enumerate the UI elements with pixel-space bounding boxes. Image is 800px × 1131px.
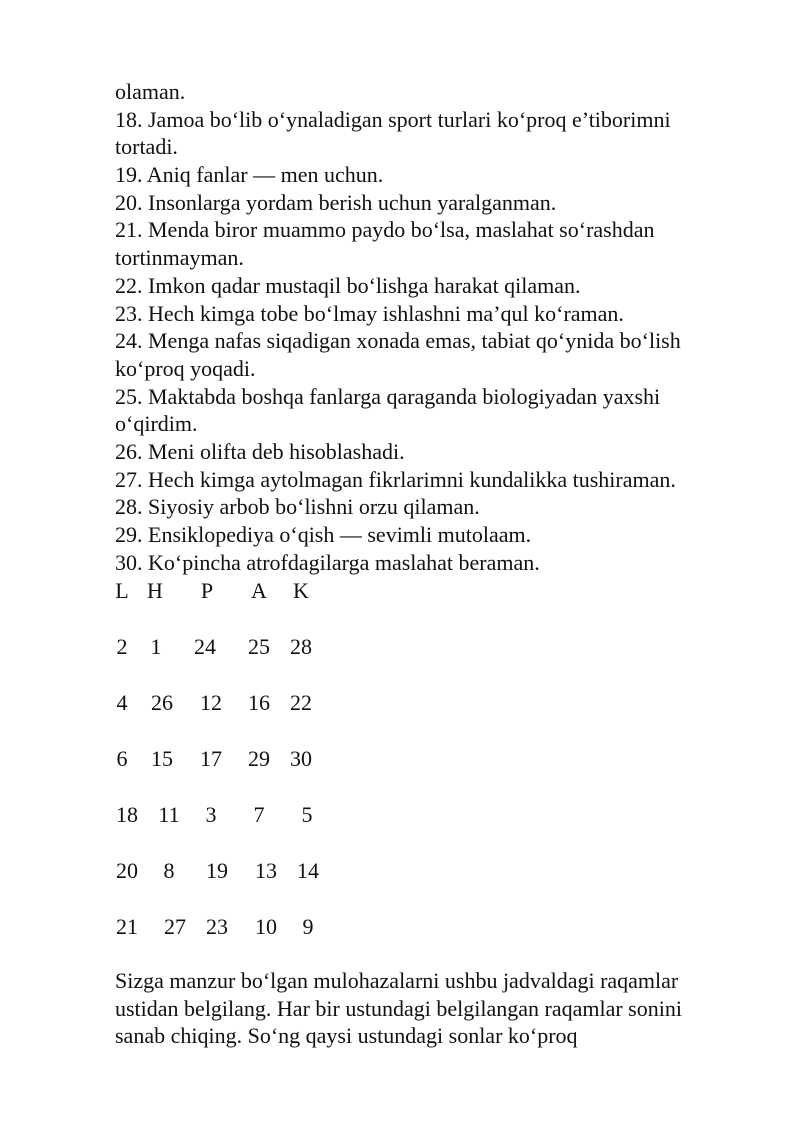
table-cell: 9 — [302, 914, 314, 939]
table-cell: 3 — [205, 802, 217, 827]
table-cell: 7 — [253, 802, 265, 827]
column-header: L — [115, 578, 129, 603]
text-line: Sizga manzur bo‘lgan mulohazalarni ushbu jadvaldagi raqamlar — [115, 968, 679, 993]
text-line: ko‘proq yoqadi. — [115, 355, 256, 381]
text-line: 30. Ko‘pincha atrofdagilarga maslahat beraman. — [115, 549, 540, 575]
text-line: 24. Menga nafas siqadigan xonada emas, tabiat qo‘ynida bo‘lish — [115, 328, 681, 354]
text-line: 20. Insonlarga yordam berish uchun yaralganman. — [115, 189, 557, 215]
text-line: tortadi. — [115, 134, 178, 160]
text-line: sanab chiqing. So‘ng qaysi ustundagi sonlar ko‘proq — [115, 1023, 578, 1048]
table-cell: 14 — [297, 858, 319, 883]
instructions-paragraph — [115, 967, 755, 1050]
text-line: 21. Menda biror muammo paydo bo‘lsa, maslahat so‘rashdan — [115, 217, 655, 243]
table-row — [115, 913, 375, 941]
text-line: 28. Siyosiy arbob bo‘lishni orzu qilaman. — [115, 494, 480, 520]
table-cell: 8 — [163, 858, 175, 883]
table-cell: 27 — [164, 914, 186, 939]
table-cell: 21 — [116, 914, 138, 939]
text-line: 19. Aniq fanlar — men uchun. — [115, 162, 384, 188]
text-line: olaman. — [115, 79, 186, 104]
column-header: A — [251, 578, 267, 603]
column-header: K — [293, 578, 309, 603]
table-row — [115, 633, 375, 661]
table-row — [115, 689, 375, 717]
text-line: 27. Hech kimga aytolmagan fikrlarimni kundalikka tushiraman. — [115, 466, 676, 492]
text-line: 29. Ensiklopediya o‘qish — sevimli mutolaam. — [115, 522, 532, 547]
text-line: tortinmayman. — [115, 245, 244, 271]
text-line: o‘qirdim. — [115, 411, 198, 437]
table-cell: 6 — [116, 746, 128, 771]
column-header: P — [200, 578, 214, 603]
text-line: ustidan belgilang. Har bir ustundagi belgilangan raqamlar sonini — [115, 995, 682, 1021]
table-cell: 20 — [116, 858, 138, 883]
document-body — [115, 78, 755, 576]
text-line: 26. Meni olifta deb hisoblashadi. — [115, 438, 405, 464]
table-cell: 12 — [200, 690, 222, 715]
table-cell: 25 — [248, 634, 270, 659]
table-cell: 19 — [206, 858, 228, 883]
table-cell: 23 — [206, 914, 228, 939]
table-cell: 16 — [248, 690, 270, 715]
text-line: 23. Hech kimga tobe bo‘lmay ishlashni ma’qul ko‘raman. — [115, 300, 624, 326]
table-row — [115, 857, 375, 885]
table-cell: 5 — [301, 802, 313, 827]
table-cell: 17 — [200, 746, 222, 771]
text-line: 18. Jamoa bo‘lib o‘ynaladigan sport turlari ko‘proq e’tiborimni — [115, 106, 671, 132]
text-line: 22. Imkon qadar mustaqil bo‘lishga harakat qilaman. — [115, 272, 581, 298]
table-cell: 11 — [158, 802, 180, 827]
table-cell: 24 — [194, 634, 216, 659]
table-cell: 1 — [150, 634, 162, 659]
table-cell: 26 — [151, 690, 173, 715]
table-row — [115, 745, 375, 773]
table-cell: 28 — [290, 634, 312, 659]
table-cell: 15 — [151, 746, 173, 771]
text-line: 25. Maktabda boshqa fanlarga qaraganda biologiyadan yaxshi — [115, 383, 661, 409]
table-cell: 10 — [255, 914, 277, 939]
table-cell: 4 — [116, 690, 128, 715]
table-cell: 13 — [255, 858, 277, 883]
table-cell: 30 — [290, 746, 312, 771]
table-header-row — [115, 577, 375, 605]
table-row — [115, 801, 375, 829]
table-cell: 2 — [116, 634, 128, 659]
column-header: H — [147, 578, 163, 603]
table-cell: 18 — [116, 802, 138, 827]
table-cell: 29 — [248, 746, 270, 771]
table-cell: 22 — [290, 690, 312, 715]
